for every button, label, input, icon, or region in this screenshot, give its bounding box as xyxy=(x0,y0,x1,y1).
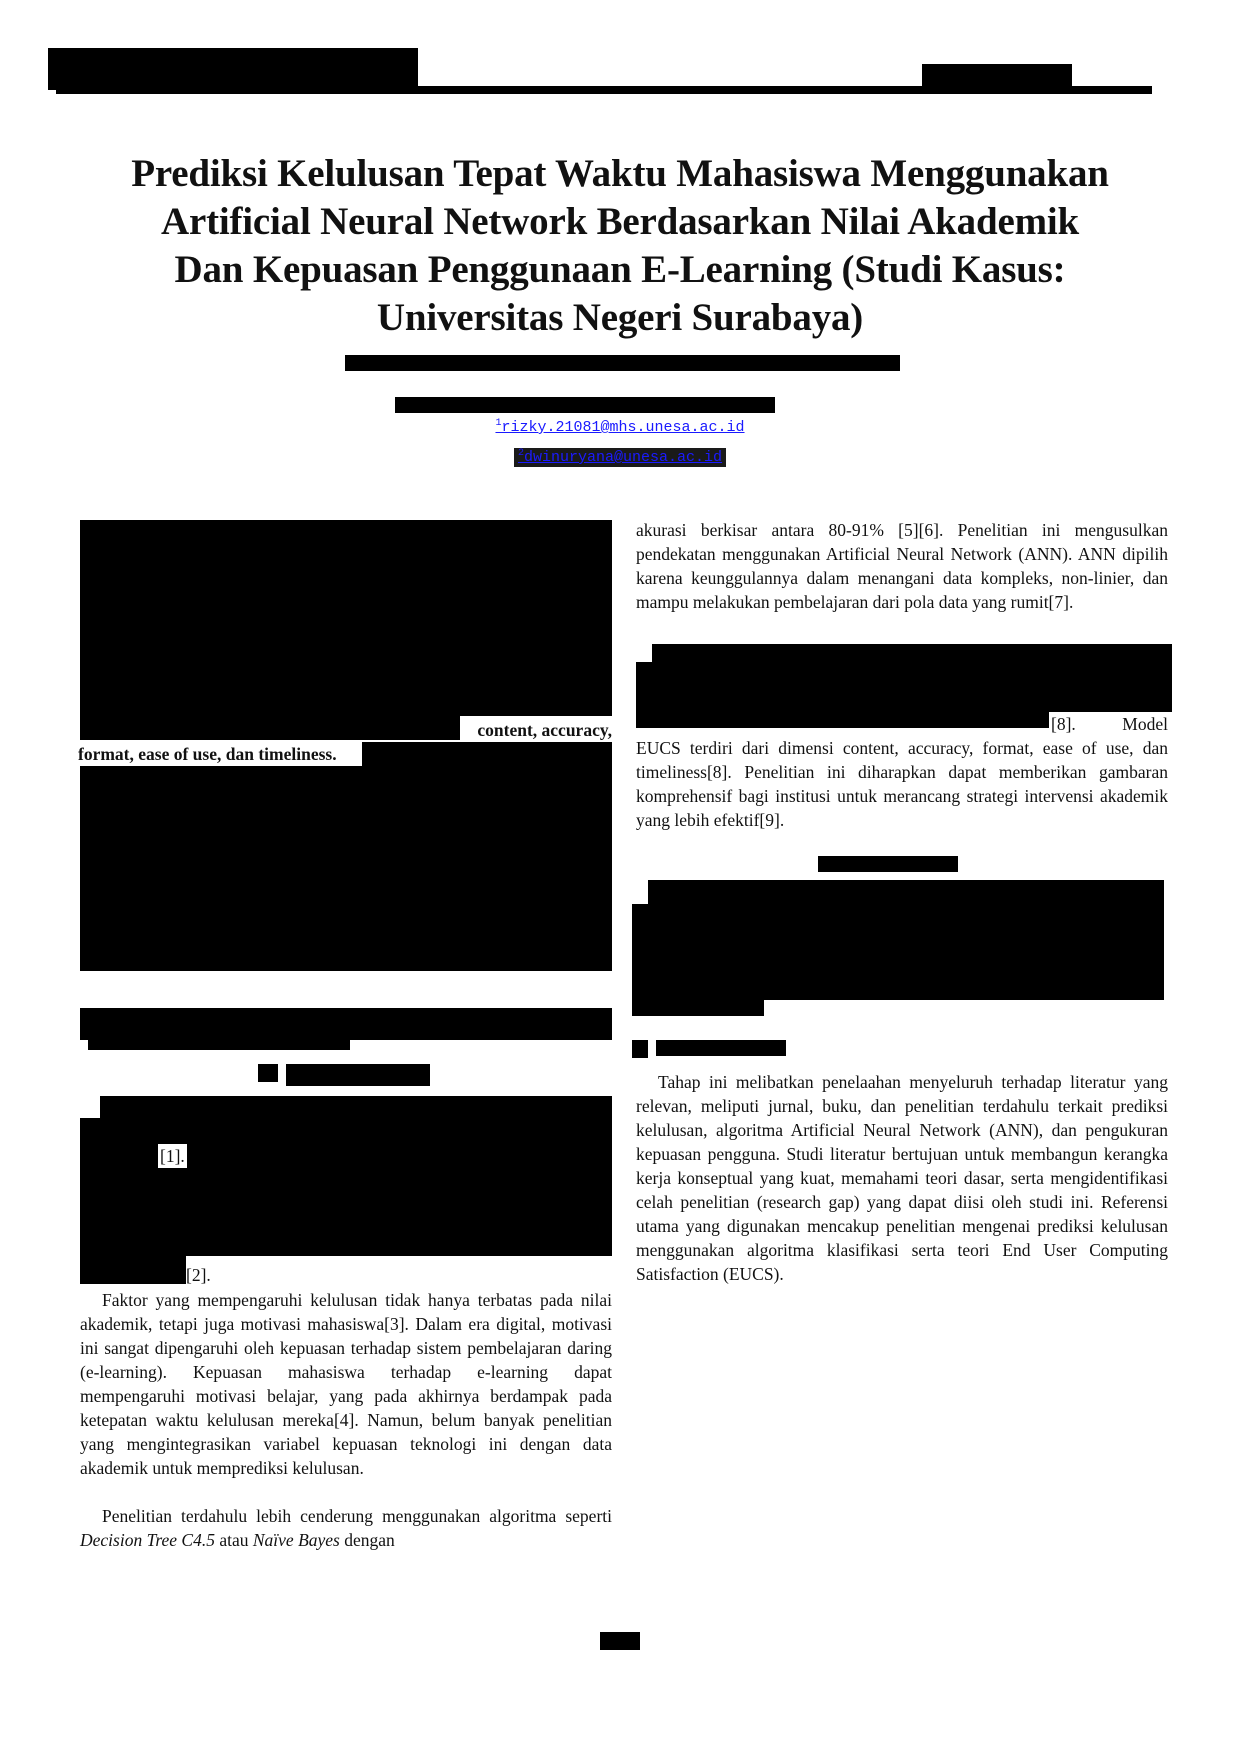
page-number-redacted xyxy=(600,1632,640,1650)
paragraph-faktor: Faktor yang mempengaruhi kelulusan tidak hanya terbatas pada nilai akademik, tetapi juga motivasi mahasiswa[3]. Dalam era digital, motivasi ini sangat dipengaruhi oleh kepuasan terhadap sistem pembelajaran daring (e-learning). Kepuasan mahasiswa terhadap e-learning dapat mempengaruhi motivasi belajar, yang pada akhirnya berdampak pada ketepatan waktu kelulusan mereka[4]. Namun, belum banyak penelitian yang mengintegrasikan variabel kepuasan teknologi ini dengan data akademik untuk memprediksi kelulusan. xyxy=(80,1290,612,1478)
author-names-redacted xyxy=(345,355,900,371)
affiliation-redacted xyxy=(395,397,775,413)
author-email-1[interactable]: $^1$rizky.21081@mhs.unesa.ac.id xyxy=(495,418,745,436)
section-heading-metodologi xyxy=(818,856,958,872)
title-line-3: Dan Kepuasan Penggunaan E-Learning (Studi Kasus: xyxy=(174,248,1066,291)
title-line-4: Universitas Negeri Surabaya) xyxy=(376,296,864,339)
paragraph-eucs: [8]. Model EUCS terdiri dari dimensi content, accuracy, format, ease of use, dan timeliness[8]. Penelitian ini diharapkan dapat memberikan gambaran komprehensif bagi institusi untuk merancang strategi intervensi akademik yang lebih efektif[9]. xyxy=(636,714,1168,830)
methodology-intro-redacted xyxy=(648,880,1164,904)
journal-info-redacted xyxy=(48,48,418,90)
abstract-visible-fragment: content, accuracy, format, ease of use, dan timeliness. xyxy=(78,720,612,764)
paragraph-penelitian-terdahulu: Penelitian terdahulu lebih cenderung menggunakan algoritma seperti Decision Tree C4.5 atau Naïve Bayes dengan xyxy=(80,1506,612,1550)
volume-info-redacted xyxy=(922,64,1072,92)
title-line-1: Prediksi Kelulusan Tepat Waktu Mahasiswa Menggunakan xyxy=(131,152,1109,195)
email-link-2[interactable]: dwinuryana@unesa.ac.id xyxy=(523,449,723,466)
paragraph-akurasi: akurasi berkisar antara 80-91% [5][6]. Penelitian ini mengusulkan pendekatan menggunakan Artificial Neural Network (ANN). ANN dipilih karena keunggulannya dalam menangani data kompleks, non-linier, dan mampu melakukan pembelajaran dari pola data yang rumit[7]. xyxy=(636,520,1168,612)
title-line-2: Artificial Neural Network Berdasarkan Nilai Akademik xyxy=(161,200,1079,243)
keywords-redacted xyxy=(80,1008,612,1040)
ref-1: [1]. xyxy=(160,1146,185,1166)
paper-title xyxy=(70,150,1170,342)
abstract-redacted xyxy=(80,520,612,716)
author-email-2[interactable]: $^2$dwinuryana@unesa.ac.id xyxy=(0,448,1240,466)
abstract-redacted-2 xyxy=(80,766,612,971)
paragraph-tahap: Tahap ini melibatkan penelaahan menyeluruh terhadap literatur yang relevan, meliputi jurnal, buku, dan penelitian terdahulu terkait prediksi kelulusan, algoritma Artificial Neural Network (ANN), dan pengukuran kepuasan pengguna. Studi literatur bertujuan untuk membangun kerangka kerja konseptual yang kuat, memahami teori dasar, serta mengidentifikasi celah penelitian (research gap) yang dapat diisi oleh studi ini. Referensi utama yang digunakan mencakup penelitian mengenai prediksi kelulusan menggunakan algoritma klasifikasi serta teori End User Computing Satisfaction (EUCS). xyxy=(636,1072,1168,1284)
subsection-heading-studi-literatur xyxy=(632,1040,648,1058)
section-heading-pendahuluan xyxy=(258,1064,278,1082)
email-link-1[interactable]: rizky.21081@mhs.unesa.ac.id xyxy=(501,419,745,436)
ref-2: [2]. xyxy=(186,1265,211,1285)
